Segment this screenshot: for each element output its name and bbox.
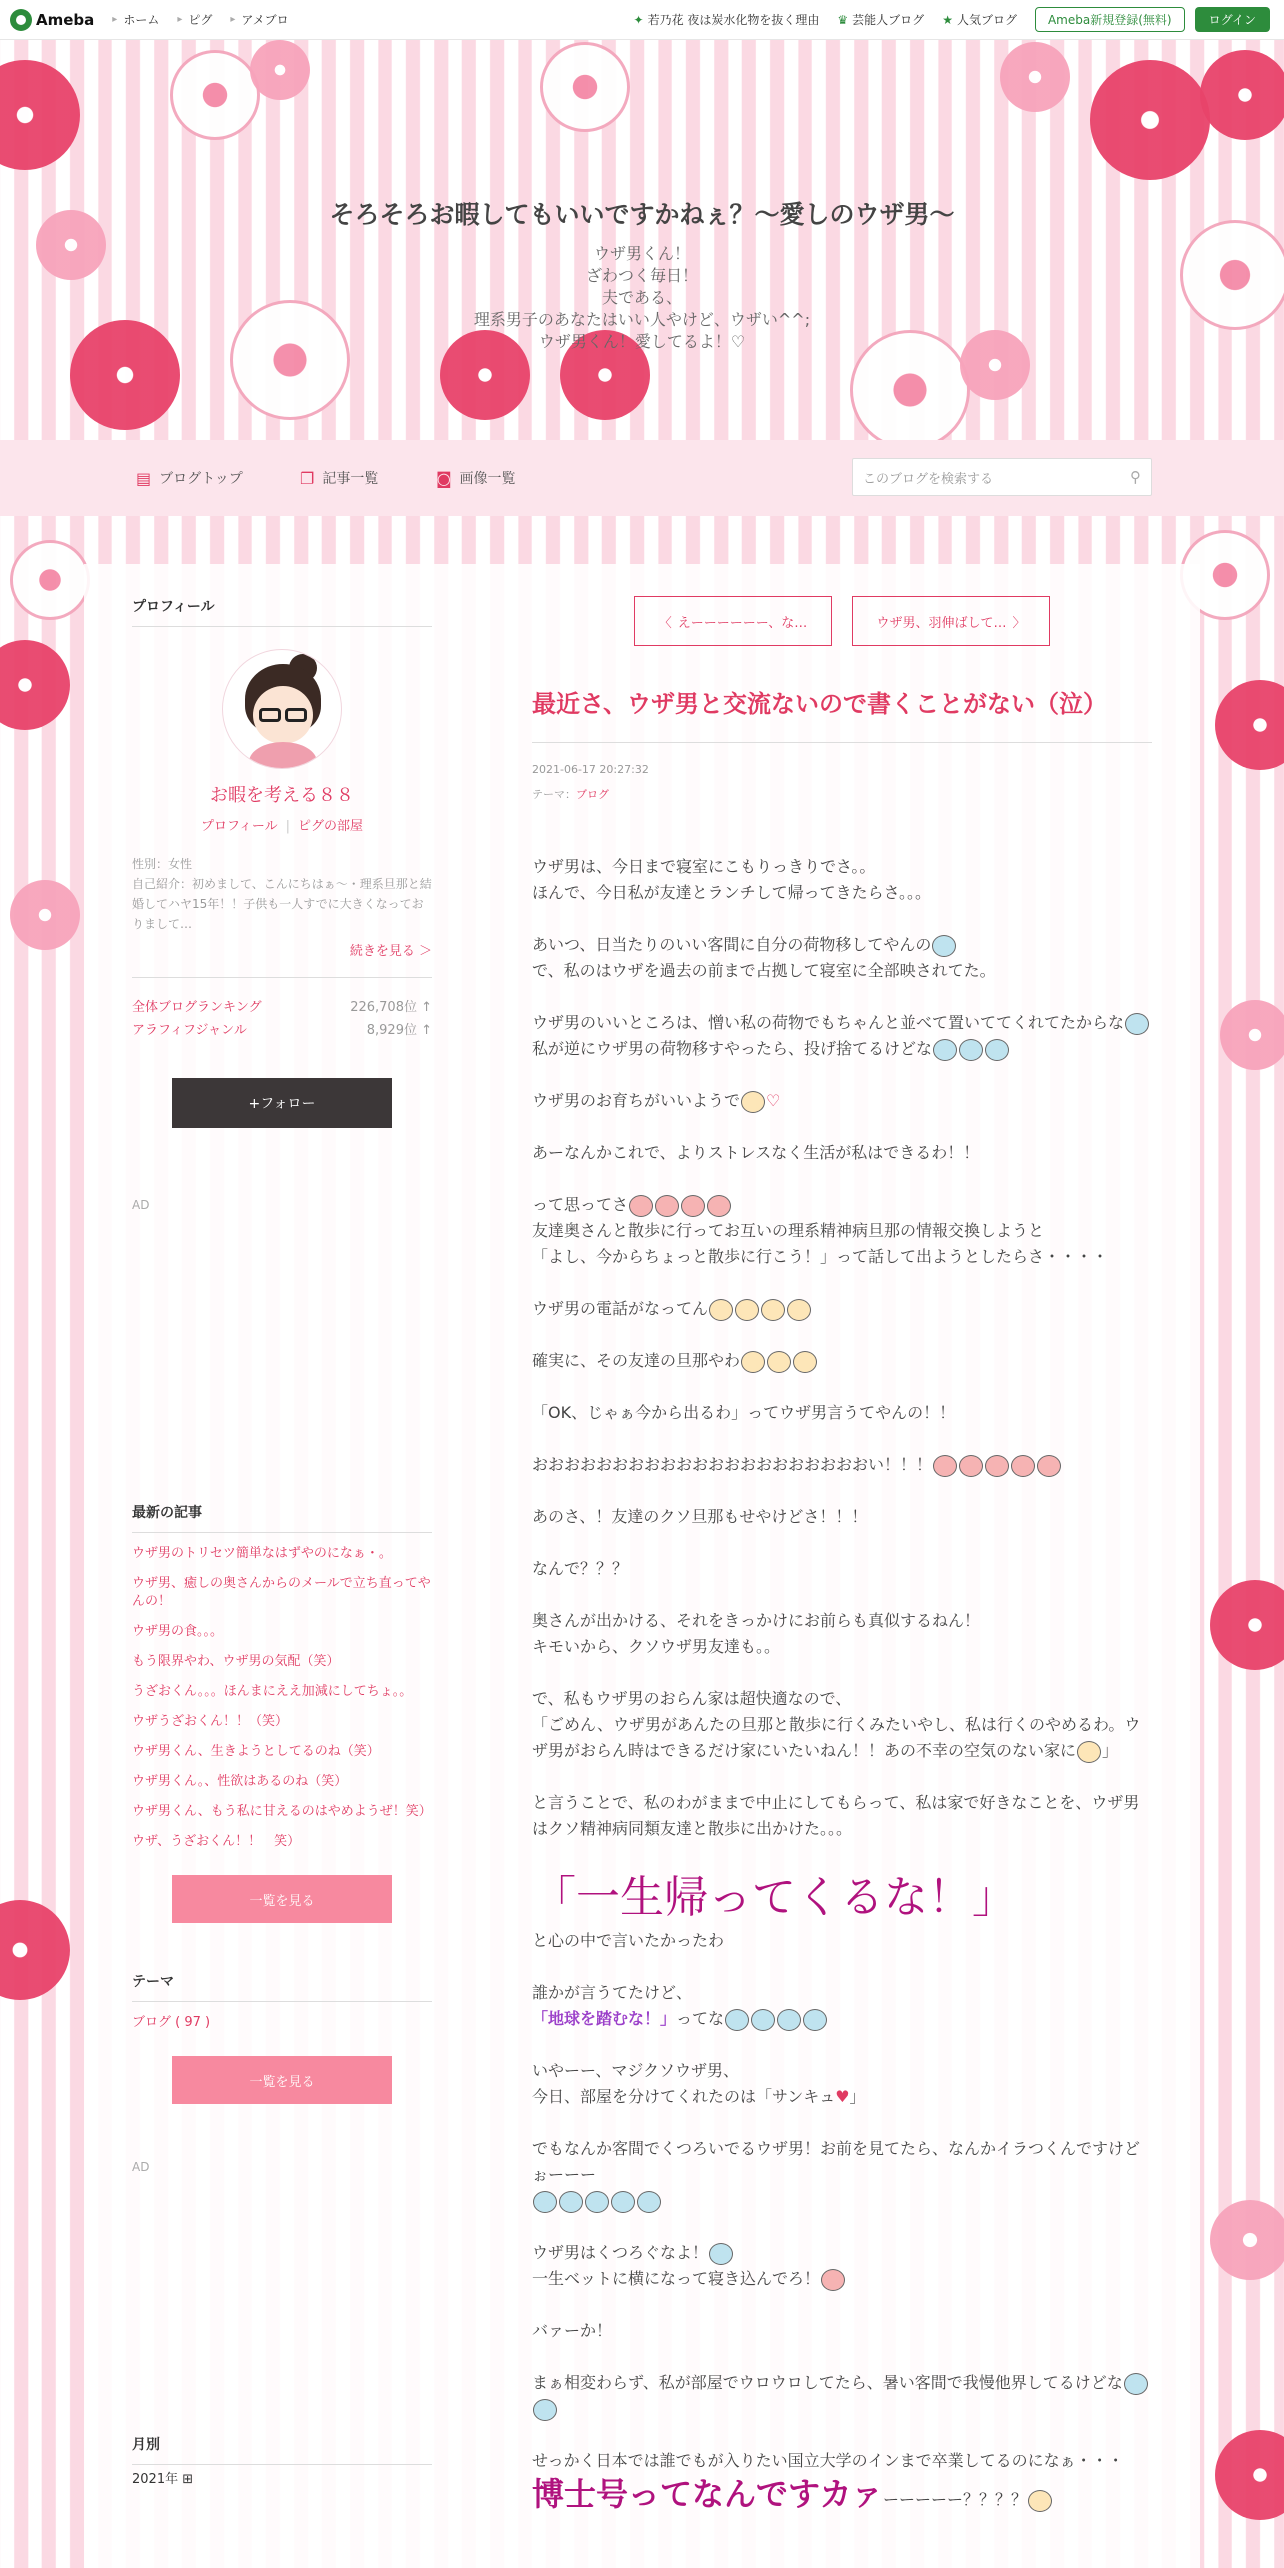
profile-more-link[interactable]: 続きを見る ＞ — [349, 944, 432, 959]
emoji-icon — [767, 1351, 791, 1373]
profile-link[interactable]: プロフィール — [200, 819, 278, 834]
topbar-link-celebrity[interactable]: ♛ 芸能人ブログ — [837, 12, 925, 27]
theme-link[interactable]: ブログ — [576, 788, 609, 801]
article-theme: テーマ：ブログ — [532, 788, 609, 801]
chevron-left-icon: 〈 — [658, 615, 672, 631]
emoji-icon — [533, 2191, 557, 2213]
emoji-icon — [741, 1091, 765, 1113]
blog-description — [0, 243, 1284, 353]
emoji-icon — [985, 1039, 1009, 1061]
emoji-icon — [959, 1455, 983, 1477]
desc-line: ざわつく毎日！ — [585, 266, 698, 285]
sidebar — [132, 596, 432, 2489]
see-all-themes-button[interactable]: 一覧を見る — [172, 2056, 392, 2104]
big-question: 博士号ってなんですカァ — [532, 2475, 884, 2513]
emoji-icon — [629, 1195, 653, 1217]
ameba-logo[interactable]: Ameba — [10, 9, 94, 31]
article-title[interactable]: 最近さ、ウザ男と交流ないので書くことがない（泣） — [532, 686, 1152, 743]
nav-article-list[interactable]: ❐ 記事一覧 — [300, 468, 379, 488]
big-quote: 「一生帰ってくるな！」 — [532, 1872, 1016, 1923]
ad-label: AD — [132, 2160, 150, 2174]
sparkle-icon: ✦ — [633, 12, 644, 27]
ad-space — [132, 1212, 432, 1502]
emoji-icon — [932, 935, 956, 957]
copy-icon: ❐ — [300, 468, 315, 488]
profile-links: プロフィール | ピグの部屋 — [200, 819, 364, 834]
article-body: ウザ男は、今日まで寝室にこもりっきりでさ。。 ほんで、今日私が友達とランチして帰ってきたらさ。。。 あいつ、日当たりのいい客間に自分の荷物移してやんの で、私のはウザを過去の前まで占拠して寝室に全部映されてた。 ウザ男のいいところは、憎い私の荷物でもちゃんと並べて置いててくれてたからな 私が逆にウザ男の荷物移すやったら、投げ捨てるけどな ウザ男のお育ちがいいようで ♡ あーなんかこれで、よりストレスなく生活が私はできるわ！！ って思ってさ 友達奥さんと散歩に行ってお互いの理系精神病旦那の情報交換しようと 「よし、今からちょっと散歩に行こう！」って話して出ようとしたらさ・・・・ ウザ男の電話がなってん 確実に、その友達の旦那やわ 「OK、じゃぁ今から出るわ」ってウザ男言うてやんの！！ おおおおおおおおおおおおおおおおおおおおおい！！！ あのさ、！友達のクソ旦那もせやけどさ！！！ なんで？？？ 奥さんが出かける、それをきっかけにお前らも真似するねん！ キモいから、クソウザ男友達も。。 で、私もウザ男のおらん家は超快適なので、 「ごめん、ウザ男があんたの旦那と散歩に行くみたいやし、私は行くのやめるわ。ウザ男がおらん時はできるだけ家にいたいねん！！あの不幸の空気のない家に 」 と言うことで、私のわがままで中止にしてもらって、私は家で好きなことを、ウザ男はクソ精神病同類友達と散歩に出かけた。。。 「一生帰ってくるな！」 と心の中で言いたかったわ 誰かが言うてたけど、 「地球を踏むな！」ってな いやーー、マジクソウザ男、 今日、部屋を分けてくれたのは「サンキュ♥」 でもなんか客間でくつろいでるウザ男！お前を見てたら、なんかイラつくんですけどぉーーー ウザ男はくつろぐなよ！ 一生ベットに横になって寝き込んでろ！ バァーか！ まぁ相変わらず、私が部屋でウロウロしてたら、暑い客間で我慢他界してるけどな せっかく日本では誰でもが入りたい国立大学のインまで卒業してるのになぁ・・・ 博士号ってなんですカァーーーーー？？？？ — [532, 854, 1152, 2514]
emoji-icon — [1125, 1013, 1149, 1035]
emoji-icon — [559, 2191, 583, 2213]
star-icon: ★ — [942, 12, 953, 27]
monthly-list — [132, 2471, 432, 2489]
emoji-icon — [1077, 1741, 1101, 1763]
avatar[interactable] — [222, 649, 342, 769]
emoji-icon — [933, 1455, 957, 1477]
crown-icon: ♛ — [837, 12, 849, 27]
desc-line: 夫である、 — [601, 288, 682, 307]
recent-item[interactable]: ウザうざおくん！！（笑） — [132, 1714, 289, 1729]
camera-icon: ◙ — [436, 468, 452, 488]
crumb-pigg[interactable]: ▸ ピグ — [177, 11, 212, 28]
emoji-icon — [803, 2009, 827, 2031]
profile-intro: 自己紹介：初めまして、こんにちはぁ〜・理系旦那と結婚してハヤ15年！！子供も一人すでに大きくなっておりまして… — [132, 877, 432, 931]
search-icon[interactable]: ⚲ — [1130, 468, 1141, 486]
emoji-icon — [681, 1195, 705, 1217]
login-button[interactable]: ログイン — [1195, 7, 1270, 32]
prev-article-button[interactable]: 〈 えーーーーーー、な… — [634, 596, 832, 646]
emoji-icon — [761, 1299, 785, 1321]
ranking-row[interactable]: アラフィフジャンル 8,929位 ↑ — [132, 1023, 432, 1038]
recent-item[interactable]: ウザ男、癒しの奥さんからのメールで立ち直ってやんの！ — [132, 1576, 431, 1609]
recent-list — [132, 1545, 432, 1851]
pigg-room-link[interactable]: ピグの部屋 — [298, 819, 364, 834]
document-icon: ▤ — [136, 468, 152, 488]
heart-icon: ♡ — [766, 1091, 781, 1110]
ranking-box — [132, 977, 432, 1038]
emoji-icon — [793, 1351, 817, 1373]
profile-heading: プロフィール — [132, 596, 432, 627]
emoji-icon — [533, 2399, 557, 2421]
article — [532, 596, 1152, 2514]
emoji-icon — [933, 1039, 957, 1061]
recent-item[interactable]: うざおくん。。。ほんまにええ加減にしてちょ。。 — [132, 1684, 413, 1699]
recent-item[interactable]: もう限界やわ、ウザ男の気配（笑） — [132, 1654, 340, 1669]
blog-nav — [0, 440, 1284, 516]
next-article-button[interactable]: ウザ男、羽伸ばして… 〉 — [852, 596, 1050, 646]
follow-button[interactable]: +フォロー — [172, 1078, 392, 1128]
emoji-icon — [777, 2009, 801, 2031]
emoji-icon — [725, 2009, 749, 2031]
month-item[interactable]: 2021年 ⊞ — [132, 2472, 194, 2487]
crumb-home[interactable]: ▸ ホーム — [112, 11, 159, 28]
emoji-icon — [741, 1351, 765, 1373]
emoji-icon — [709, 2243, 733, 2265]
emoji-icon — [709, 1299, 733, 1321]
crumb-ameblo[interactable]: ▸ アメブロ — [230, 11, 288, 28]
profile-gender: 性別：女性 — [132, 857, 193, 871]
recent-item[interactable]: ウザ男くん、もう私に甘えるのはやめようぜ！笑） — [132, 1804, 432, 1819]
recent-item[interactable]: ウザ男くん。、性欲はあるのね（笑） — [132, 1774, 348, 1789]
emoji-icon — [985, 1455, 1009, 1477]
profile-name[interactable]: お暇を考える８８ — [210, 785, 354, 806]
recent-item[interactable]: ウザ男のトリセツ簡単なはずやのになぁ・。 — [132, 1546, 392, 1561]
nav-image-list[interactable]: ◙ 画像一覧 — [436, 468, 516, 488]
main-content — [84, 564, 1200, 2568]
recent-item[interactable]: ウザ男の食。。。 — [132, 1624, 224, 1639]
recent-heading: 最新の記事 — [132, 1502, 432, 1533]
article-pager — [532, 596, 1152, 646]
ad-space — [132, 2174, 432, 2434]
desc-line: ウザ男くん！ — [593, 244, 690, 263]
emoji-icon — [1124, 2373, 1148, 2395]
recent-item[interactable]: ウザ男くん、生きようとしてるのね（笑） — [132, 1744, 380, 1759]
topbar-link-popular[interactable]: ★ 人気ブログ — [942, 12, 1017, 27]
theme-item[interactable]: ブログ ( 97 ) — [132, 2015, 211, 2030]
ad-label: AD — [132, 1198, 150, 1212]
blog-search-input[interactable]: このブログを検索する ⚲ — [852, 458, 1152, 496]
emoji-icon — [707, 1195, 731, 1217]
see-all-recent-button[interactable]: 一覧を見る — [172, 1875, 392, 1923]
desc-line: ウザ男くん！愛してるよ！♡ — [538, 332, 746, 351]
emoji-icon — [787, 1299, 811, 1321]
nav-blog-top[interactable]: ▤ ブログトップ — [136, 468, 243, 488]
theme-list — [132, 2014, 432, 2032]
blog-title[interactable]: そろそろお暇してもいいですかねぇ？〜愛しのウザ男〜 — [329, 200, 955, 229]
heart-icon: ♥ — [835, 2087, 850, 2106]
emoji-icon — [585, 2191, 609, 2213]
ranking-row[interactable]: 全体ブログランキング 226,708位 ↑ — [132, 1000, 432, 1015]
profile-text — [132, 854, 432, 934]
emoji-icon — [959, 1039, 983, 1061]
emoji-icon — [751, 2009, 775, 2031]
register-button[interactable]: Ameba新規登録(無料) — [1035, 7, 1185, 32]
recent-item[interactable]: ウザ、うざおくん！！ 笑） — [132, 1834, 301, 1849]
topbar-link-news[interactable]: ✦ 若乃花 夜は炭水化物を抜く理由 — [633, 12, 820, 27]
desc-line: 理系男子のあなたはいい人やけど、ウザい^^; — [473, 310, 811, 329]
blog-header — [0, 40, 1284, 440]
emoji-icon — [611, 2191, 635, 2213]
monthly-heading: 月別 — [132, 2434, 432, 2465]
emoji-icon — [637, 2191, 661, 2213]
emoji-icon — [1028, 2490, 1052, 2512]
emoji-icon — [655, 1195, 679, 1217]
chevron-right-icon: 〉 — [1012, 615, 1026, 631]
emoji-icon — [821, 2269, 845, 2291]
theme-heading: テーマ — [132, 1971, 432, 2002]
article-date: 2021-06-17 20:27:32 — [532, 763, 649, 776]
emoji-icon — [1037, 1455, 1061, 1477]
emoji-icon — [735, 1299, 759, 1321]
top-navigation-bar — [0, 0, 1284, 40]
emoji-icon — [1011, 1455, 1035, 1477]
